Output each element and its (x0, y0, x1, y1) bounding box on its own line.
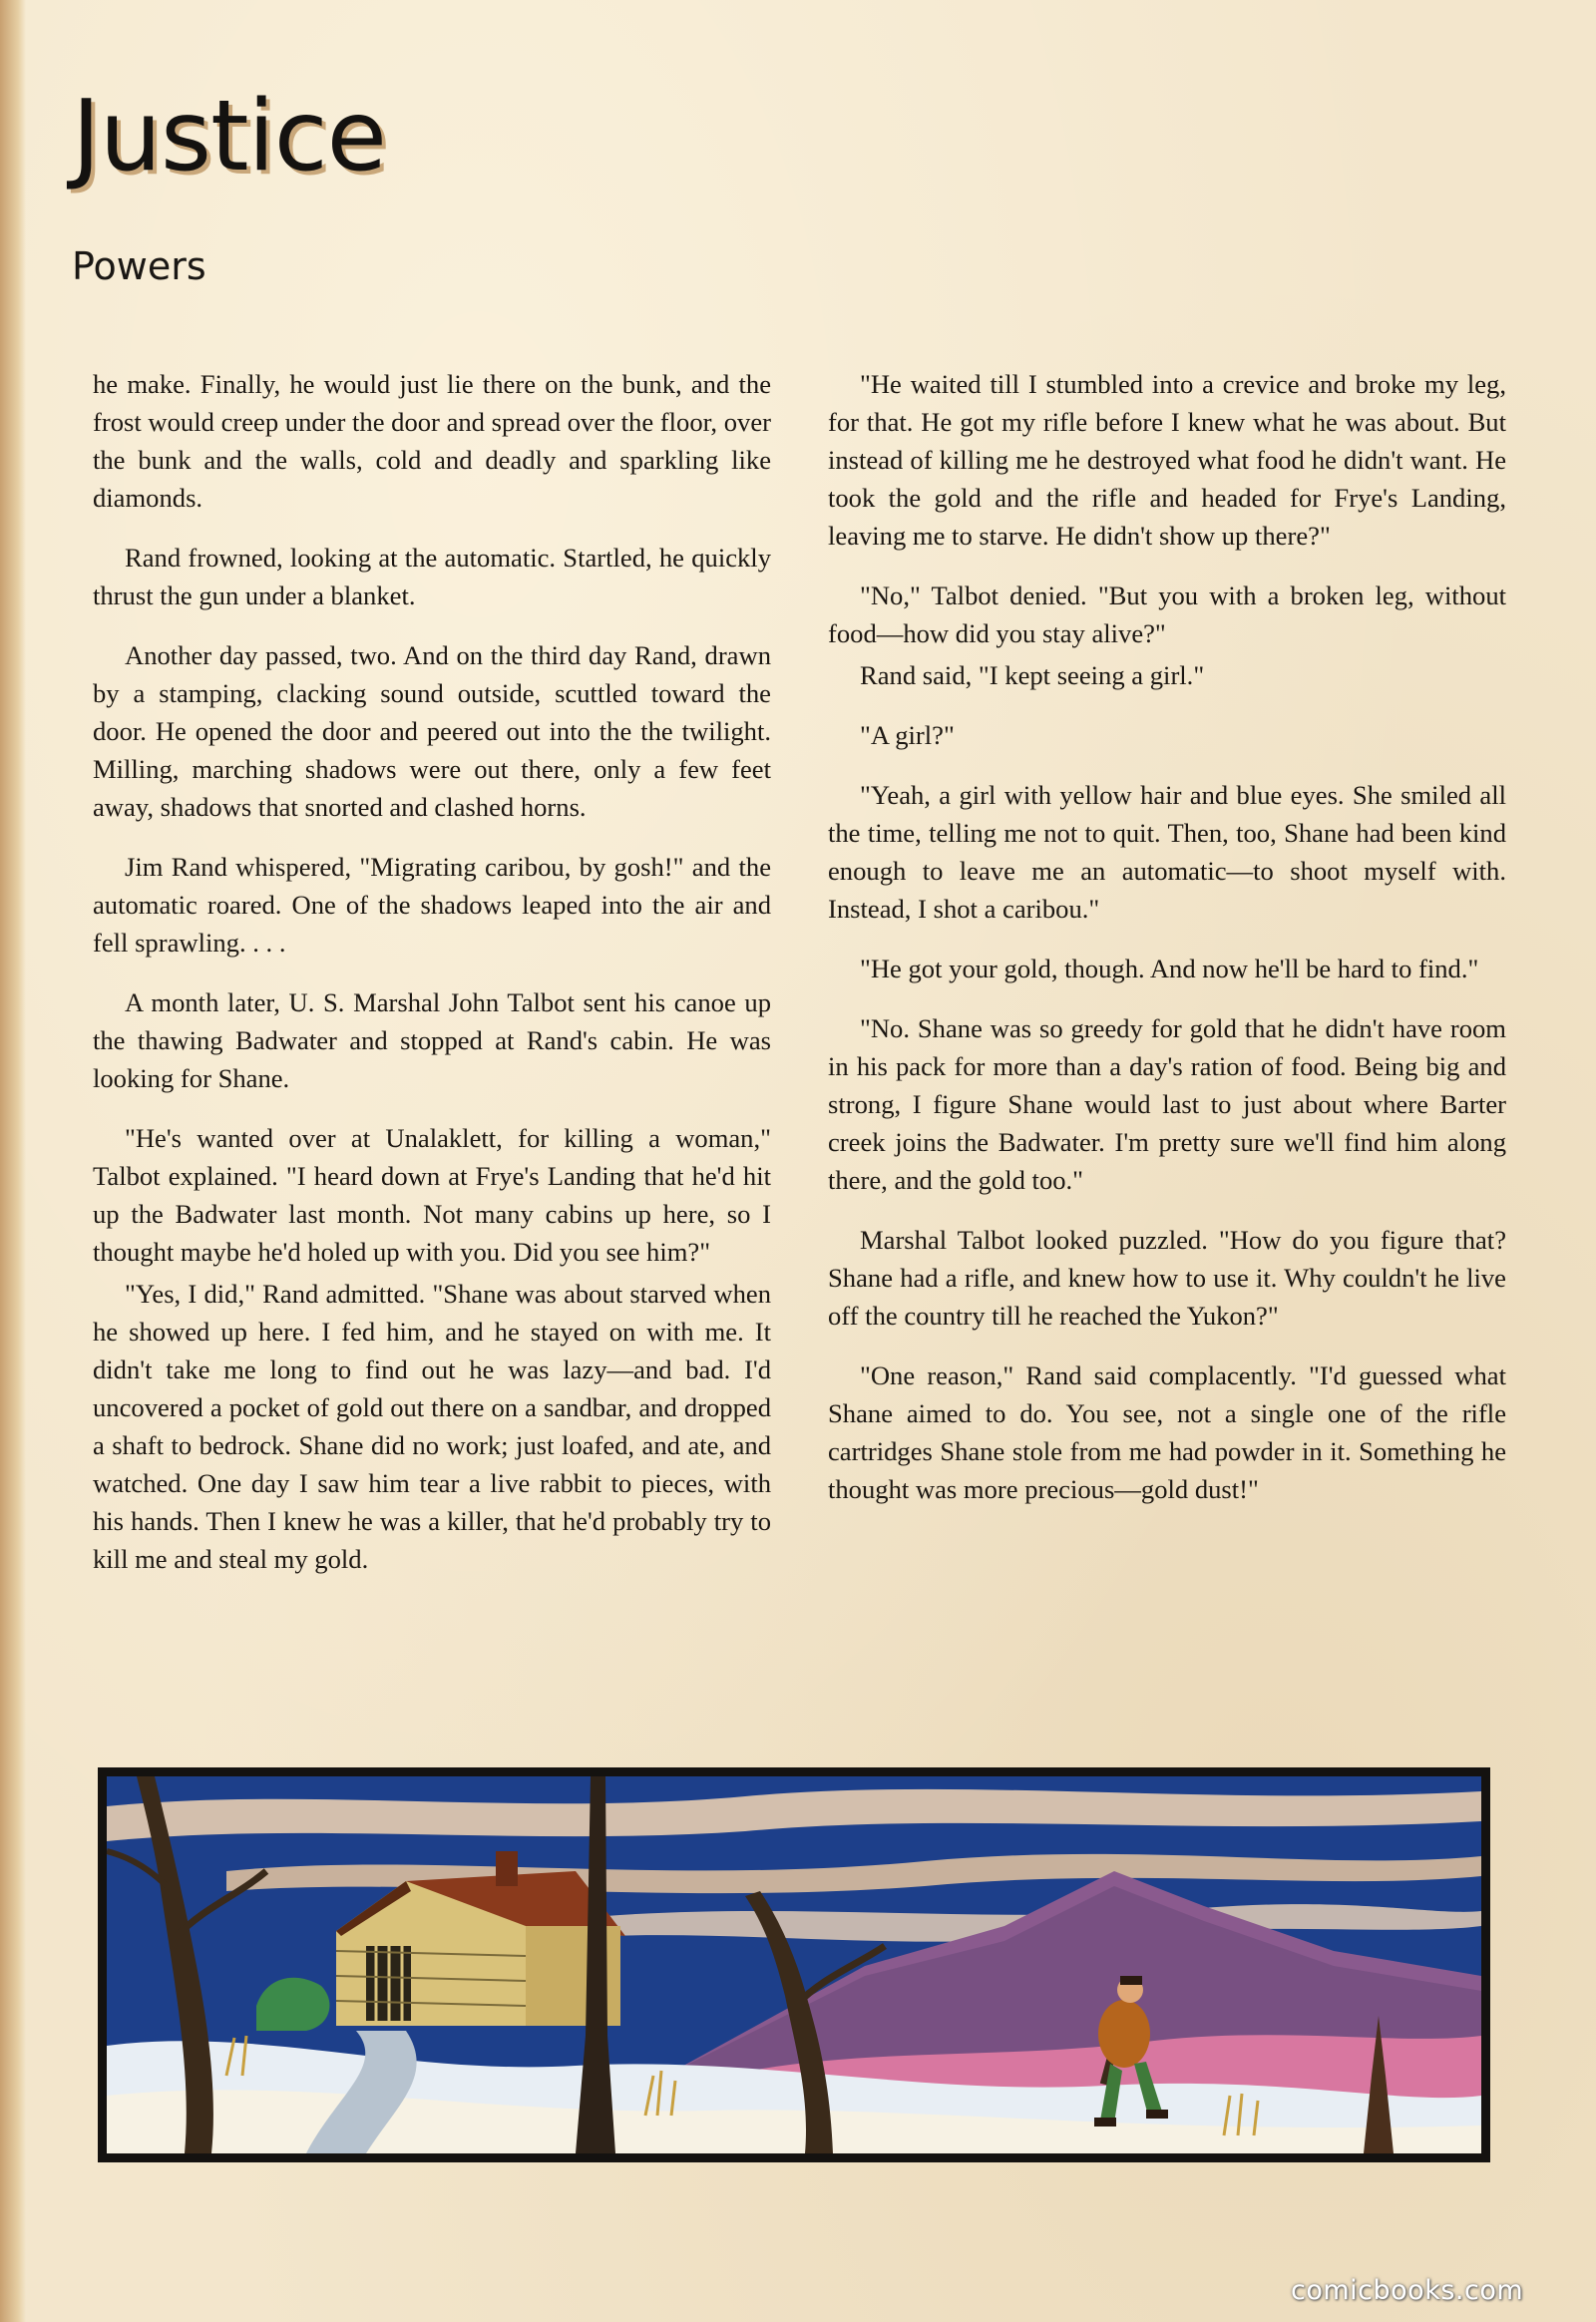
paragraph: "One reason," Rand said complacently. "I'd guessed what Shane aimed to do. You see, not a single one of the rifle cartridges Shane stole from me had powder in it. Something he thought was more precious—gold dust!" (828, 1360, 1506, 1504)
left-text-column (93, 365, 771, 1600)
comic-illustration-panel (98, 1767, 1490, 2162)
story-title: Justice (72, 80, 386, 194)
paragraph: A month later, U. S. Marshal John Talbot sent his canoe up the thawing Badwater and stopped at Rand's cabin. He was looking for Shane. (93, 987, 771, 1093)
paragraph: "He got your gold, though. And now he'll be hard to find." (860, 954, 1479, 983)
paragraph: he make. Finally, he would just lie there on the bunk, and the frost would creep under the door and spread over the floor, over the bunk and the walls, cold and deadly and sparkling like diamonds. (93, 369, 771, 513)
paragraph: "No. Shane was so greedy for gold that he didn't have room in his pack for more than a day's ration of food. Being big and strong, I figure Shane would last to just about where Barter creek joins the Badwater. I'm pretty sure we'll find him along there, and the gold too." (828, 1013, 1506, 1195)
paragraph: Jim Rand whispered, "Migrating caribou, by gosh!" and the automatic roared. One of the shadows leaped into the air and fell sprawling. . . . (93, 852, 771, 958)
paragraph: Rand said, "I kept seeing a girl." (860, 660, 1205, 690)
paragraph: "He's wanted over at Unalaklett, for killing a woman," Talbot explained. "I heard down at Frye's Landing that he'd hit up the Badwater last month. Not many cabins up here, so I thought maybe he'd holed up with you. Did you see him?" (93, 1123, 771, 1267)
paragraph: "Yes, I did," Rand admitted. "Shane was about starved when he showed up here. I fed him, and he stayed on with me. It didn't take me long to find out he was lazy—and bad. I'd uncovered a pocket of gold out there on a sandbar, and dropped a shaft to bedrock. Shane did no work; just loafed, and ate, and watched. One day I saw him tear a live rabbit to pieces, with his hands. Then I knew he was a killer, that he'd probably try to kill me and steal my gold. (93, 1279, 771, 1574)
paragraph: "He waited till I stumbled into a crevice and broke my leg, for that. He got my rifle before I knew what he was about. But instead of killing me he destroyed what food he didn't want. He took the gold and the rifle and headed for Frye's Landing, leaving me to starve. He didn't show up there?" (828, 369, 1506, 551)
paragraph: Marshal Talbot looked puzzled. "How do you figure that? Shane had a rifle, and knew how to use it. Why couldn't he live off the country till he reached the Yukon?" (828, 1225, 1506, 1331)
page-spine-shadow (0, 0, 26, 2322)
story-byline: Powers (72, 244, 206, 288)
site-watermark: comicbooks.com (1291, 2275, 1524, 2306)
paragraph: Rand frowned, looking at the automatic. Startled, he quickly thrust the gun under a blanket. (93, 543, 771, 610)
paragraph: "Yeah, a girl with yellow hair and blue eyes. She smiled all the time, telling me not to quit. Then, too, Shane had been kind enough to leave me an automatic—to shoot myself with. Instead, I shot a caribou." (828, 780, 1506, 924)
winter-cabin-illustration (107, 1776, 1481, 2153)
right-text-column (828, 365, 1506, 1530)
paragraph: "No," Talbot denied. "But you with a broken leg, without food—how did you stay alive?" (828, 580, 1506, 648)
paragraph: "A girl?" (860, 720, 955, 750)
paragraph: Another day passed, two. And on the third day Rand, drawn by a stamping, clacking sound outside, scuttled toward the door. He opened the door and peered out into the the twilight. Milling, marching shadows were out there, only a few feet away, shadows that snorted and clashed horns. (93, 640, 771, 822)
